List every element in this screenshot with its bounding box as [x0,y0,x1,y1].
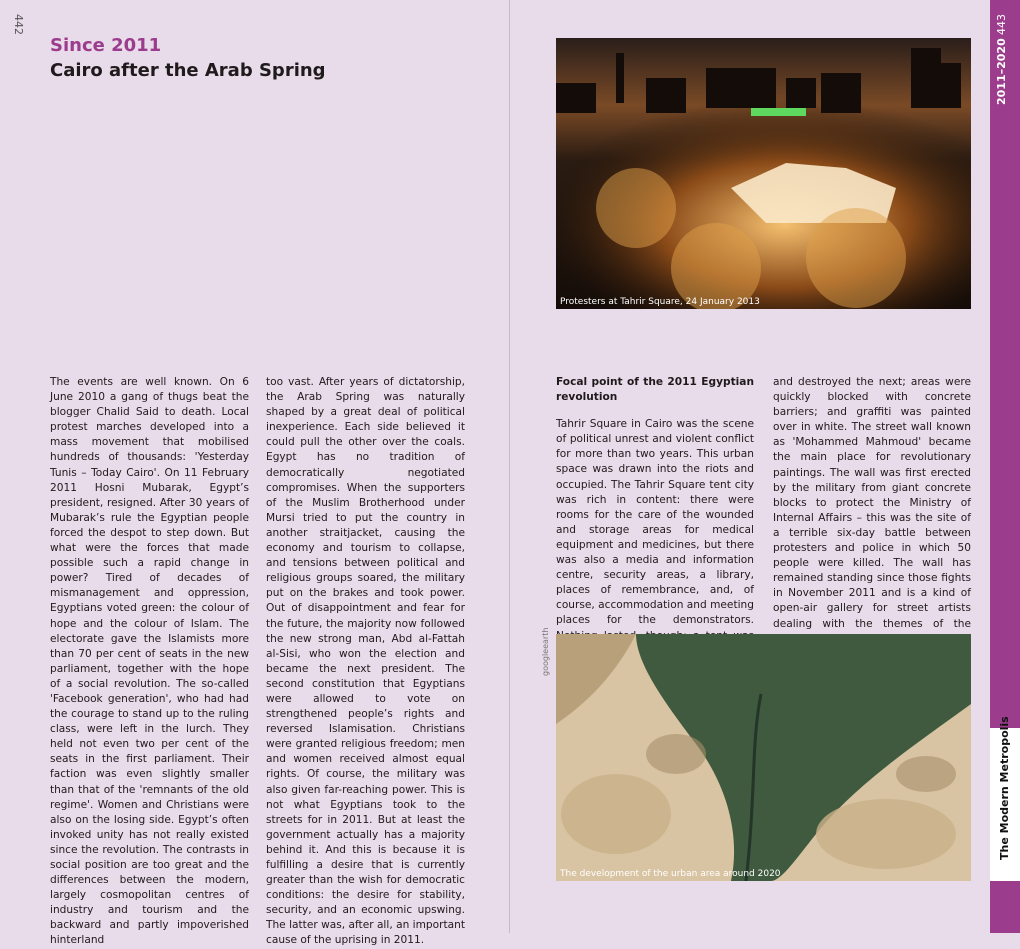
page-gutter [509,0,510,933]
body-column-1 [50,375,249,949]
sidebar-column-2 [773,375,971,677]
body-text-2: too vast. After years of dictatorship, the Arab Spring was naturally shaped by a great deal of political inexperience. Each side believed it could pull the other over the coals. Egypt has no tradition of democratically negotiated compromises. When the supporters of the Muslim Brotherhood under Mursi tried to put the country in another straitjacket, causing the economy and tourism to collapse, and tensions between political and religious groups soared, the military put on the brakes and took power. Out of disappointment and fear for the future, the majority now followed the new strong man, Abd al-Fattah al-Sisi, who won the election and became the next president. The second constitution that Egyptians were allowed to vote on strengthened people’s rights and reversed Islamisation. Christians were granted religious freedom; men and women received almost equal rights. Of course, the military was also given far-reaching power. This is not what Egyptians took to the streets for in 2011. But at least the government actually has a majority behind it. And this is because it is fulfilling a desire that is currently greater than the wish for democratic conditions: the desire for stability, security, and an economic upswing. The latter was, after all, an important cause of the uprising in 2011. [266,376,465,947]
period-label: 2011–2020 [995,38,1008,105]
page-title: Cairo after the Arab Spring [50,60,326,81]
photo-caption: Protesters at Tahrir Square, 24 January 2013 [560,297,760,307]
map-caption: The development of the urban area around 2020 [560,869,781,879]
body-column-2 [266,375,465,949]
title-kicker: Since 2011 [50,35,162,56]
section-label: The Modern Metropolis [998,716,1011,860]
page-number-right: 443 [995,14,1008,35]
sidebar-column-1 [556,375,754,659]
sidebar-heading: Focal point of the 2011 Egyptian revolution [556,376,754,404]
sidebar-text-1: Tahrir Square in Cairo was the scene of political unrest and violent conflict for more than two years. This urban space was drawn into the riots and occupied. The Tahrir Square tent city was rich in content: there were rooms for the care of the wounded and storage areas for medical equipment and medicines, but there was also a media and information centre, security areas, a library, places of remembrance, and, of course, accommodation and meeting places for the demonstrators. [556,418,754,627]
tahrir-photo [556,38,971,309]
page-number-left: 442 [12,14,25,35]
sidebar-text-2: and destroyed the next; areas were quickly blocked with concrete barriers; and graffiti was painted over in white. The street wall known as 'Mohammed Mahmoud' became the main place for revolutionary paintings. The wall was first erected by the military from giant concrete blocks to protect the Ministry of Internal Affairs – this was the site of a terrible six-day battle between protesters and police in which 50 people were killed. The wall has remained standing since those fights in November 2011 and is a kind of open-air gallery for street artists dealing with the themes of the [773,376,971,630]
body-text-1: The events are well known. On 6 June 2010 a gang of thugs beat the blogger Chalid Said to death. Local protest marches developed into a mass movement that mobilised hundreds of thousands: 'Yesterday Tunis – Today Cairo'. On 11 February 2011 Hosni Mubarak, Egypt’s president, resigned. After 30 years of Mubarak’s rule the Egyptian people forced the despot to step down. But what were the forces that made possible such a rapid change in power? Tired of decades of mismanagement and oppression, Egyptians voted green: the colour of hope and the colour of Islam. The electorate gave the Islamists more than 70 per cent of seats in the new parliament, together with the hope of a social revolution. The so-called 'Facebook generation', who had had the courage to stand up to the ruling class, were left in the lurch. They held not even two per cent of the seats in the first parliament. Their faction was even slightly smaller than that of the 'remnants of the old regime'. Women and Christians were also on the losing side. Egypt’s often invoked unity has not really existed since the revolution. The contrasts in social position are too great and the differences between the modern, largely cosmopolitan centres of industry and tourism and the backward and partly impoverished hinterland [50,376,249,947]
satellite-map [556,634,971,881]
map-credit: googleearth [541,627,550,676]
